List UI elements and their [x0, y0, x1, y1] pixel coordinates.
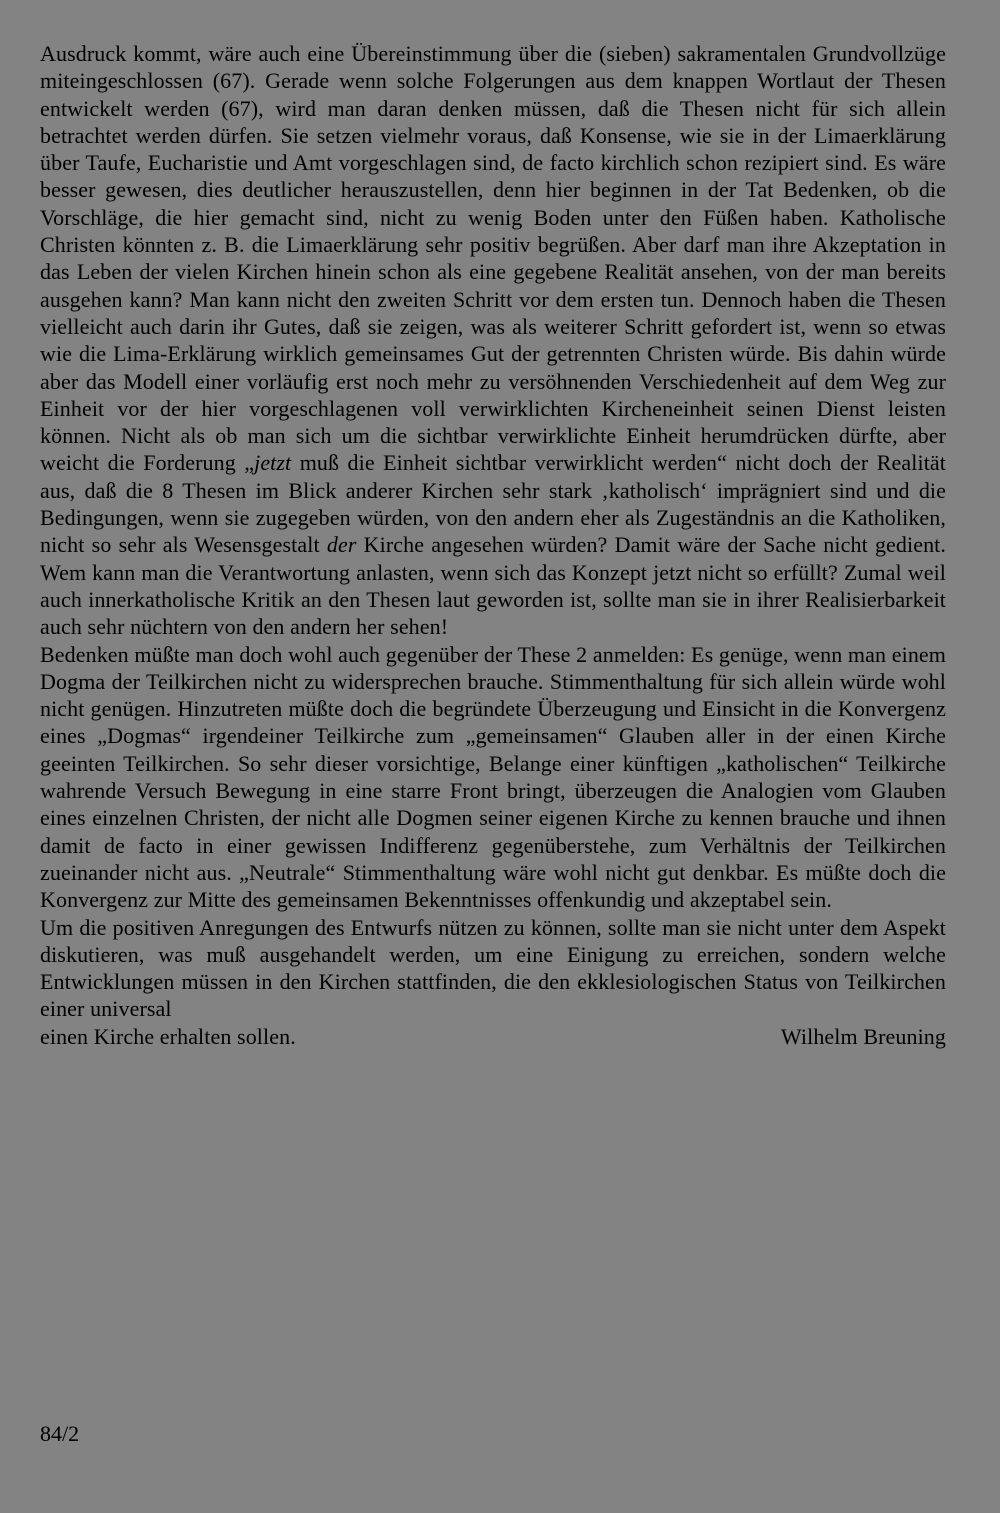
- paragraph-1-text-continued: muß die Einheit sichtbar verwirklicht werden“ nicht doch der Realität aus, daß die 8 Thesen im Blick anderer Kirchen sehr stark ‚katholisch‘ imprägniert sind und die Bedingungen, wenn sie zugegeben würden, von den andern eher als Zugeständnis an die Katholiken, nicht so sehr als Wesensgestalt: [40, 450, 946, 558]
- paragraph-3-last-line: [40, 1023, 946, 1050]
- paragraph-3: [40, 914, 946, 1050]
- paragraph-1: [40, 40, 946, 641]
- emphasis-der: der: [326, 532, 357, 558]
- page-number: 84/2: [40, 1421, 80, 1446]
- paragraph-2-text: Bedenken müßte man doch wohl auch gegenüber der These 2 anmelden: Es genüge, wenn man einem Dogma der Teilkirchen nicht zu widersprechen brauche. Stimmenthaltung für sich allein würde wohl nicht genügen. Hinzutreten müßte doch die begründete Überzeugung und Einsicht in die Konvergenz eines „Dogmas“ irgendeiner Teilkirche zum „gemeinsamen“ Glauben aller in der einen Kirche geeinten Teilkirchen. So sehr dieser vorsichtige, Belange einer künftigen „katholischen“ Teilkirche wahrende Versuch Bewegung in eine starre Front bringt, überzeugen die Analogien vom Glauben eines einzelnen Christen, der nicht alle Dogmen seiner eigenen Kirche zu kennen brauche und ihnen damit de facto in einer gewissen Indifferenz gegenüberstehe, zum Verhältnis der Teilkirchen zueinander nicht aus. „Neutrale“ Stimmenthaltung wäre wohl nicht gut denkbar. Es müßte doch die Konvergenz zur Mitte des gemeinsamen Bekenntnisses offenkundig und akzeptabel sein.: [40, 641, 946, 913]
- paragraph-3-final-words: einen Kirche erhalten sollen.: [40, 1023, 296, 1049]
- document-body: [40, 40, 946, 1050]
- paragraph-2: [40, 641, 946, 914]
- paragraph-1-text-end: Kirche angesehen würden? Damit wäre der Sache nicht gedient. Wem kann man die Verantwortung anlasten, wenn sich das Konzept jetzt nicht so erfüllt? Zumal weil auch innerkatholische Kritik an den Thesen laut geworden ist, sollte man sie in ihrer Realisierbarkeit auch sehr nüchtern von den andern her sehen!: [40, 532, 946, 640]
- paragraph-3-text: Um die positiven Anregungen des Entwurfs nützen zu können, sollte man sie nicht unter dem Aspekt diskutieren, was muß ausgehandelt werden, um eine Einigung zu erreichen, sondern welche Entwicklungen müssen in den Kirchen stattfinden, die den ekklesiologischen Status von Teilkirchen einer universal: [40, 914, 946, 1022]
- paragraph-1-text: Ausdruck kommt, wäre auch eine Übereinstimmung über die (sieben) sakramentalen Grundvollzüge miteingeschlossen (67). Gerade wenn solche Folgerungen aus dem knappen Wortlaut der Thesen entwickelt werden (67), wird man daran denken müssen, daß die Thesen nicht für sich allein betrachtet werden dürfen. Sie setzen vielmehr voraus, daß Konsense, wie sie in der Limaerklärung über Taufe, Eucharistie und Amt vorgeschlagen sind, de facto kirchlich schon rezipiert sind. Es wäre besser gewesen, dies deutlicher herauszustellen, denn hier beginnen in der Tat Bedenken, ob die Vorschläge, die hier gemacht sind, nicht zu wenig Boden unter den Füßen haben. Katholische Christen könnten z. B. die Limaerklärung sehr positiv begrüßen. Aber darf man ihre Akzeptation in das Leben der vielen Kirchen hinein schon als eine gegebene Realität ansehen, von der man bereits ausgehen kann? Man kann nicht den zweiten Schritt vor dem ersten tun. Dennoch haben die Thesen vielleicht auch darin ihr Gutes, daß sie zeigen, was als weiterer Schritt gefordert ist, wenn so etwas wie die Lima-Erklärung wirklich gemeinsames Gut der getrennten Christen würde. Bis dahin würde aber das Modell einer vorläufig erst noch mehr zu versöhnenden Verschiedenheit auf dem Weg zur Einheit vor der hier vorgeschlagenen voll verwirklichten Kircheneinheit seinen Dienst leisten können. Nicht als ob man sich um die sichtbar verwirklichte Einheit herumdrücken dürfte, aber weicht die Forderung „: [40, 41, 946, 476]
- author-signature: Wilhelm Breuning: [780, 1023, 946, 1049]
- emphasis-jetzt: jetzt: [254, 450, 292, 476]
